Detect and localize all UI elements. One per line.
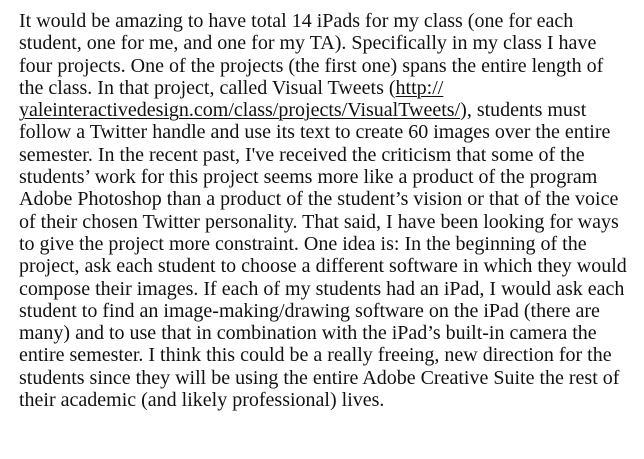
text-line: project, ask each student to choose a different software in which they would (19, 255, 627, 278)
text-line: student to find an image-making/drawing software on the iPad (there are (19, 299, 600, 322)
text-line: Adobe Photoshop than a product of the student’s vision or that of the voice (19, 188, 619, 211)
visual-tweets-link-end[interactable]: yaleinteractivedesign.com/class/projects/VisualTweets/ (19, 99, 461, 122)
text-line: four projects. One of the projects (the first one) spans the entire length of (19, 54, 604, 77)
text-line: student, one for me, and one for my TA). Specifically in my class I have (19, 32, 597, 55)
visual-tweets-link-start[interactable]: http:// (395, 76, 444, 99)
text-line: It would be amazing to have total 14 iPads for my class (one for each (19, 10, 574, 32)
text-line: follow a Twitter handle and use its text to create 60 images over the entire (19, 121, 611, 144)
text-line: many) and to use that in combination with the iPad’s built-in camera the (19, 322, 597, 345)
text-line: students since they will be using the entire Adobe Creative Suite the rest of (19, 366, 620, 389)
text-line: of their chosen Twitter personality. That said, I have been looking for ways (19, 210, 619, 233)
text-segment: ), students must (460, 99, 587, 122)
text-line: semester. In the recent past, I've received the criticism that some of the (19, 143, 585, 166)
text-line (19, 77, 629, 99)
text-line: students’ work for this project seems more like a product of the program (19, 166, 598, 189)
text-segment: the class. In that project, called Visual Tweets ( (19, 76, 396, 99)
text-line: to give the project more constraint. One idea is: In the beginning of the (19, 232, 587, 255)
text-line: compose their images. If each of my students had an iPad, I would ask each (19, 277, 625, 300)
text-line: entire semester. I think this could be a really freeing, new direction for the (19, 344, 612, 367)
document-body (19, 10, 629, 411)
text-line (19, 99, 629, 121)
text-line: their academic (and likely professional) lives. (19, 389, 385, 412)
